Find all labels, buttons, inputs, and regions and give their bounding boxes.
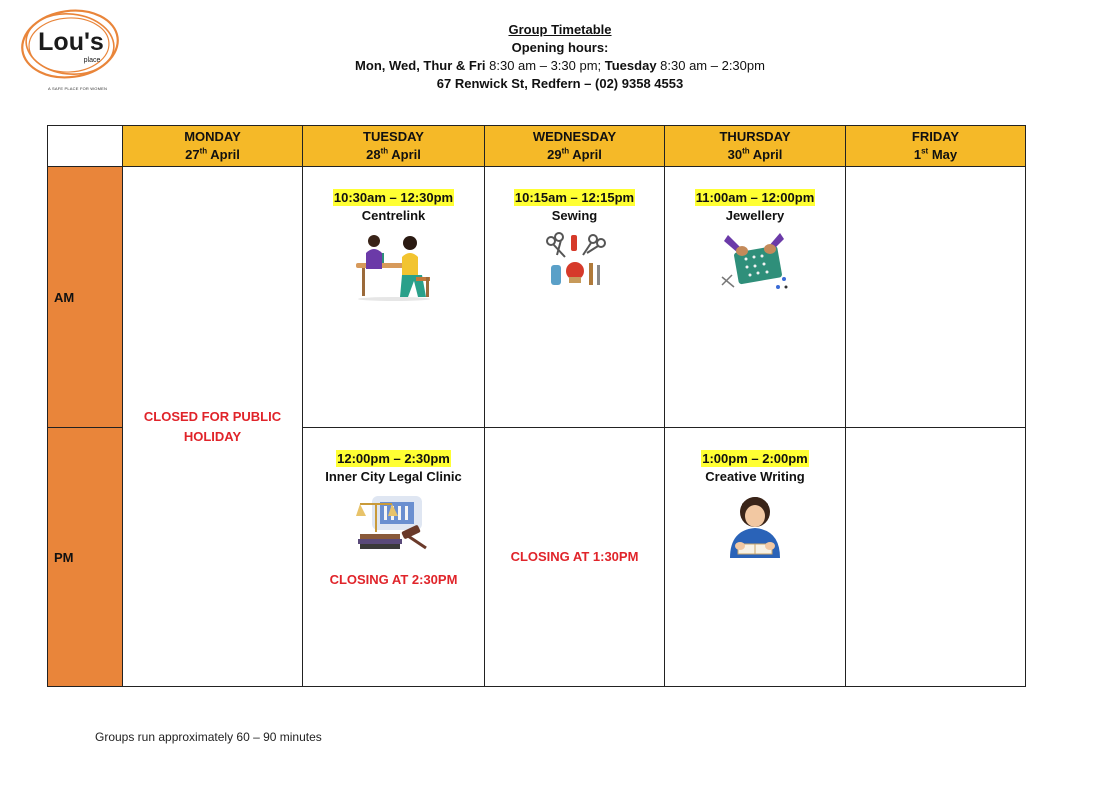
closing-notice: CLOSING AT 1:30PM [510,549,639,564]
days-group-b: Tuesday [604,58,657,73]
day-header-tuesday [303,126,485,167]
session-time: 1:00pm – 2:00pm [702,451,808,466]
logo-tagline: A SAFE PLACE FOR WOMEN [48,86,108,91]
session-time: 10:30am – 12:30pm [333,190,454,205]
day-name: MONDAY [184,129,241,144]
address-line: 67 Renwick St, Redfern – (02) 9358 4553 [436,76,684,91]
day-name: FRIDAY [911,129,960,144]
meeting-illustration-icon [352,231,436,301]
day-name: THURSDAY [719,129,791,144]
logo-wordmark: Lou's [38,28,104,56]
days-group-a: Mon, Wed, Thur & Fri [355,58,486,73]
logo-subtext: place [83,57,101,64]
session-name: Sewing [551,208,598,223]
tuesday-pm-cell [303,428,485,687]
corner-cell [48,126,123,167]
friday-pm-cell [846,428,1026,687]
day-date: 29th April [547,146,602,162]
logo-rings-icon [14,6,126,86]
day-header-friday [846,126,1026,167]
day-header-monday [123,126,303,167]
session-name: Centrelink [361,208,426,223]
session-time: 11:00am – 12:00pm [695,190,815,205]
day-header-wednesday [485,126,665,167]
session-name: Creative Writing [705,469,805,484]
day-date: 27th April [185,146,240,162]
page-header [300,21,820,93]
jewellery-making-illustration-icon [720,231,790,293]
day-header-thursday [665,126,846,167]
friday-am-cell [846,167,1026,428]
closed-notice-line2: HOLIDAY [183,428,242,444]
hours-group-b: 8:30 am – 2:30pm [656,58,765,73]
tuesday-am-cell [303,167,485,428]
page-title: Group Timetable [508,22,612,37]
footnote: Groups run approximately 60 – 90 minutes [95,730,322,744]
session-name: Jewellery [725,208,785,223]
day-date: 1st May [913,146,958,162]
row-label-pm: PM [48,428,123,687]
day-date: 30th April [727,146,783,162]
closing-notice: CLOSING AT 2:30PM [329,572,458,587]
row-label-am: AM [48,167,123,428]
monday-closed-cell [123,167,303,687]
hours-group-a: 8:30 am – 3:30 pm; [485,58,605,73]
session-time: 10:15am – 12:15pm [514,190,635,205]
closed-notice-line1: CLOSED FOR PUBLIC [143,408,282,424]
reading-person-illustration-icon [720,492,790,560]
timetable [47,125,1026,687]
day-date: 28th April [366,146,421,162]
sewing-tools-illustration-icon [543,231,607,291]
session-name: Inner City Legal Clinic [325,469,462,484]
lous-place-logo [14,6,126,92]
day-name: WEDNESDAY [532,129,617,144]
legal-scales-gavel-illustration-icon [356,492,432,552]
thursday-pm-cell [665,428,846,687]
wednesday-pm-cell [485,428,665,687]
day-name: TUESDAY [363,129,424,144]
opening-hours-line [300,57,820,75]
day-header-row [48,126,1026,167]
session-time: 12:00pm – 2:30pm [337,451,450,466]
wednesday-am-cell [485,167,665,428]
thursday-am-cell [665,167,846,428]
opening-hours-label: Opening hours: [511,40,609,55]
am-row [48,167,1026,428]
